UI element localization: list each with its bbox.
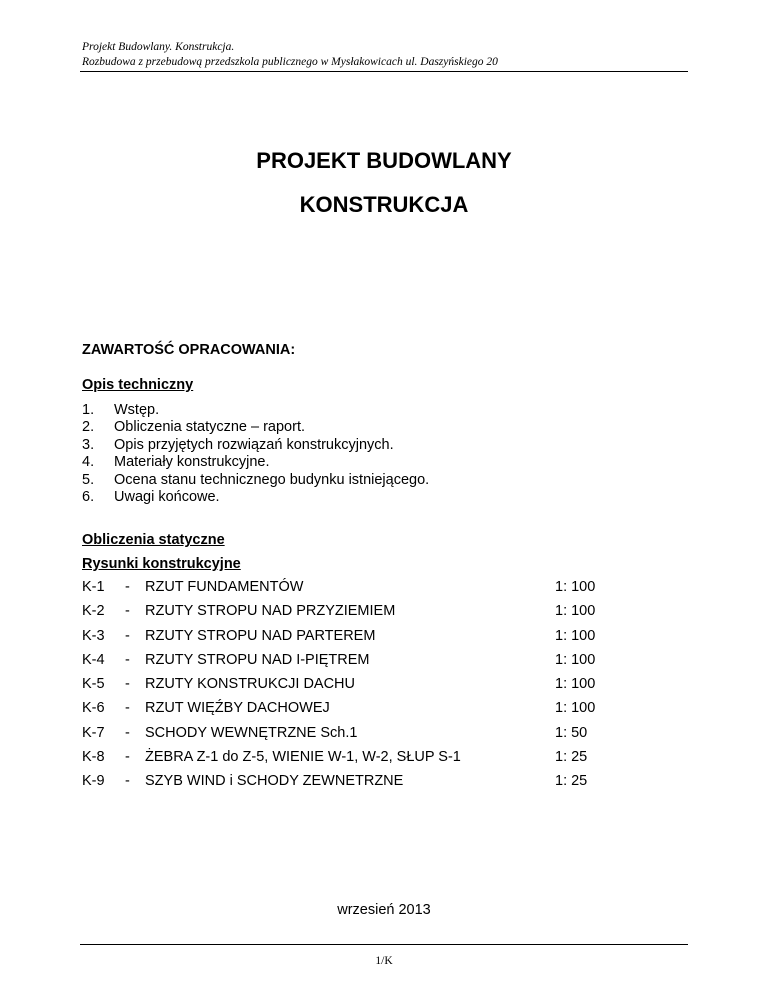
list-item-number: 3. bbox=[82, 436, 95, 453]
drawing-name: RZUTY KONSTRUKCJI DACHU bbox=[145, 676, 355, 693]
header-line-2: Rozbudowa z przebudową przedszkola publicznego w Mysłakowicach ul. Daszyńskiego 20 bbox=[82, 56, 498, 68]
title-line-2: KONSTRUKCJA bbox=[299, 192, 469, 217]
document-date: wrzesień 2013 bbox=[337, 902, 431, 918]
list-item-text: Opis przyjętych rozwiązań konstrukcyjnych. bbox=[114, 436, 394, 453]
drawing-name: ŻEBRA Z-1 do Z-5, WIENIE W-1, W-2, SŁUP S-1 bbox=[145, 749, 461, 766]
header-line-1: Projekt Budowlany. Konstrukcja. bbox=[82, 41, 235, 53]
opis-heading: Opis techniczny bbox=[82, 377, 194, 393]
running-header bbox=[82, 40, 688, 70]
list-item-number: 5. bbox=[82, 471, 95, 488]
list-item-number: 1. bbox=[82, 402, 95, 418]
drawing-code: K-5 bbox=[82, 676, 105, 693]
drawing-name: RZUTY STROPU NAD PARTEREM bbox=[145, 627, 376, 644]
drawing-name: RZUTY STROPU NAD I-PIĘTREM bbox=[145, 651, 370, 668]
drawing-row bbox=[82, 725, 688, 749]
drawing-row bbox=[82, 773, 688, 797]
drawings-list bbox=[82, 579, 688, 798]
drawing-dash: - bbox=[125, 603, 130, 620]
list-item-text: Materiały konstrukcyjne. bbox=[114, 454, 270, 471]
drawing-row bbox=[82, 628, 688, 652]
drawing-scale: 1: 100 bbox=[555, 627, 596, 644]
list-item-text: Ocena stanu technicznego budynku istniejącego. bbox=[114, 471, 430, 488]
contents-heading: ZAWARTOŚĆ OPRACOWANIA: bbox=[82, 342, 296, 358]
drawing-code: K-7 bbox=[82, 724, 105, 741]
list-item-text: Obliczenia statyczne – raport. bbox=[114, 419, 306, 436]
drawing-dash: - bbox=[125, 773, 130, 790]
page-number: 1/K bbox=[375, 955, 393, 967]
drawing-scale: 1: 100 bbox=[555, 676, 596, 693]
drawing-scale: 1: 100 bbox=[555, 651, 596, 668]
drawing-scale: 1: 25 bbox=[555, 749, 588, 766]
drawing-row bbox=[82, 579, 688, 603]
list-item-text: Uwagi końcowe. bbox=[114, 488, 220, 505]
drawing-dash: - bbox=[125, 700, 130, 717]
drawing-row bbox=[82, 603, 688, 627]
drawing-row bbox=[82, 676, 688, 700]
drawing-scale: 1: 50 bbox=[555, 724, 588, 741]
drawing-dash: - bbox=[125, 627, 130, 644]
drawing-row bbox=[82, 652, 688, 676]
drawing-name: RZUTY STROPU NAD PRZYZIEMIEM bbox=[145, 603, 396, 620]
drawing-name: RZUT FUNDAMENTÓW bbox=[145, 579, 304, 595]
drawing-dash: - bbox=[125, 651, 130, 668]
drawing-code: K-4 bbox=[82, 651, 105, 668]
drawing-scale: 1: 25 bbox=[555, 773, 588, 790]
drawing-dash: - bbox=[125, 579, 130, 595]
drawing-dash: - bbox=[125, 749, 130, 766]
drawing-code: K-9 bbox=[82, 773, 105, 790]
drawing-dash: - bbox=[125, 724, 130, 741]
drawing-row bbox=[82, 749, 688, 773]
drawing-code: K-1 bbox=[82, 579, 105, 595]
drawing-code: K-8 bbox=[82, 749, 105, 766]
drawing-name: SZYB WIND i SCHODY ZEWNETRZNE bbox=[145, 773, 404, 790]
drawing-scale: 1: 100 bbox=[555, 700, 596, 717]
drawing-scale: 1: 100 bbox=[555, 579, 596, 595]
obliczenia-heading: Obliczenia statyczne bbox=[82, 532, 225, 548]
drawing-scale: 1: 100 bbox=[555, 603, 596, 620]
drawing-code: K-3 bbox=[82, 627, 105, 644]
list-item-number: 6. bbox=[82, 488, 95, 505]
list-item-number: 2. bbox=[82, 419, 95, 436]
drawing-row bbox=[82, 700, 688, 724]
list-item-number: 4. bbox=[82, 454, 95, 471]
drawing-code: K-2 bbox=[82, 603, 105, 620]
drawing-name: RZUT WIĘŹBY DACHOWEJ bbox=[145, 700, 330, 717]
list-item-text: Wstęp. bbox=[114, 402, 160, 418]
drawing-name: SCHODY WEWNĘTRZNE Sch.1 bbox=[145, 724, 358, 741]
title-line-1: PROJEKT BUDOWLANY bbox=[256, 148, 512, 173]
drawing-code: K-6 bbox=[82, 700, 105, 717]
header-rule bbox=[80, 71, 688, 72]
rysunki-heading: Rysunki konstrukcyjne bbox=[82, 556, 241, 572]
drawing-dash: - bbox=[125, 676, 130, 693]
footer-rule bbox=[80, 944, 688, 945]
